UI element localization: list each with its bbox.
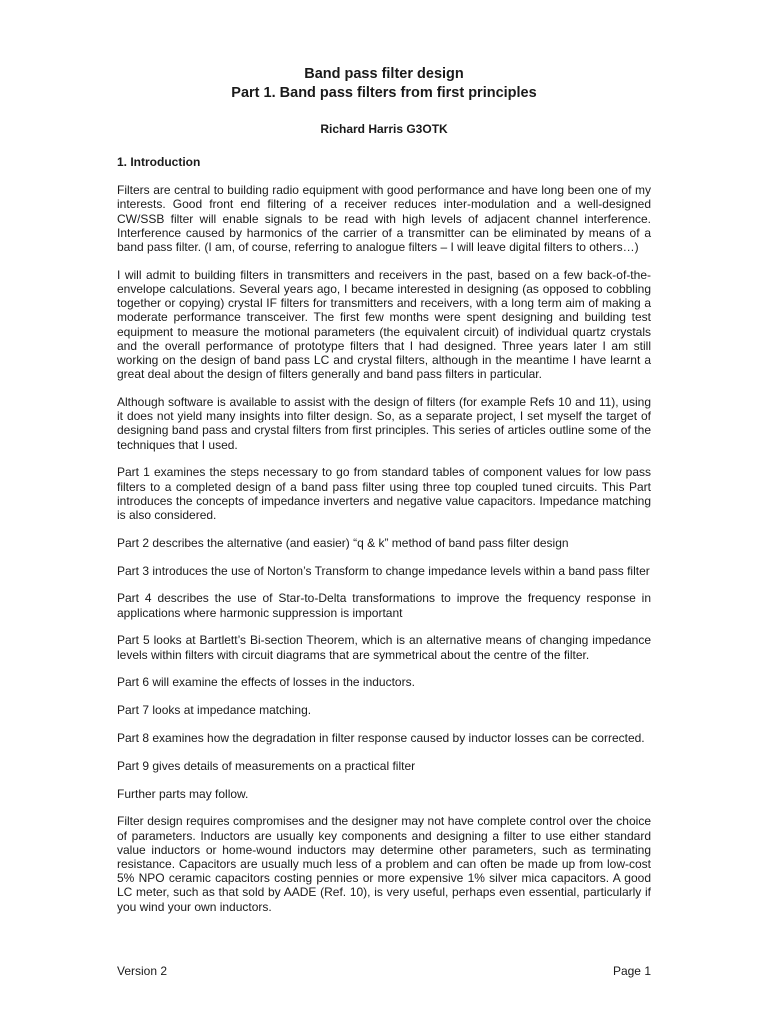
document-subtitle: Part 1. Band pass filters from first principles (231, 85, 537, 101)
paragraph-background: I will admit to building filters in transmitters and receivers in the past, based on a few back-of-the-envelope calculations. Several years ago, I became interested in designing (as opposed to cobbling together or copying) crystal IF filters for transmitters and receivers, with a long term aim of making a moderate performance transceiver. The first few months were spent designing and building test equipment to measure the motional parameters (the equivalent circuit) of individual quartz crystals and the overall performance of prototype filters that I had designed. Three years later I am still working on the design of band pass LC and crystal filters, although in the meantime I have learnt a great deal about the design of filters generally and band pass filters in particular. (117, 267, 651, 382)
document-title: Band pass filter design (304, 66, 464, 82)
paragraph-part-6: Part 6 will examine the effects of losses in the inductors. (117, 675, 415, 690)
paragraph-intro: Filters are central to building radio equipment with good performance and have long been one of my interests. Good front end filtering of a receiver reduces inter-modulation and a well-designed CW/SSB filter will enable signals to be read with high levels of adjacent channel interference. Interference caused by harmonics of the carrier of a transmitter can be eliminated by means of a band pass filter. (I am, of course, referring to analogue filters – I will leave digital filters to others…) (117, 183, 651, 255)
paragraph-part-8: Part 8 examines how the degradation in filter response caused by inductor losses can be corrected. (117, 731, 645, 746)
paragraph-part-2: Part 2 describes the alternative (and easier) “q & k” method of band pass filter design (117, 535, 569, 550)
footer-page-number: Page 1 (612, 964, 651, 978)
paragraph-software: Although software is available to assist with the design of filters (for example Refs 10 and 11), using it does not yield many insights into filter design. So, as a separate project, I set myself the target of designing band pass and crystal filters from first principles. This series of articles outline some of the techniques that I used. (117, 395, 651, 452)
paragraph-part-4: Part 4 describes the use of Star-to-Delta transformations to improve the frequency response in applications where harmonic suppression is important (117, 591, 651, 620)
section-heading: 1. Introduction (117, 155, 201, 169)
document-author: Richard Harris G3OTK (320, 122, 448, 136)
paragraph-part-9: Part 9 gives details of measurements on a practical filter (117, 758, 416, 773)
paragraph-part-7: Part 7 looks at impedance matching. (117, 703, 312, 718)
paragraph-design-compromises: Filter design requires compromises and the designer may not have complete control over the choice of parameters. Inductors are usually key components and designing a filter to use either standard value inductors or home-wound inductors may determine other parameters, such as terminating resistance. Capacitors are usually much less of a problem and can often be made up from low-cost 5% NPO ceramic capacitors costing pennies or more expensive 1% silver mica capacitors. A good LC meter, such as that sold by AADE (Ref. 10), is very useful, perhaps even essential, particularly if you wind your own inductors. (117, 814, 651, 914)
document-body (117, 155, 651, 927)
paragraph-part-1: Part 1 examines the steps necessary to go from standard tables of component values for low pass filters to a completed design of a band pass filter using three top coupled tuned circuits. This Part introduces the concepts of impedance inverters and negative value capacitors. Impedance matching is also considered. (117, 465, 651, 523)
paragraph-part-5: Part 5 looks at Bartlett’s Bi-section Theorem, which is an alternative means of changing impedance levels within filters with circuit diagrams that are symmetrical about the centre of the filter. (117, 633, 651, 662)
paragraph-part-3: Part 3 introduces the use of Norton’s Transform to change impedance levels within a band pass filter (117, 563, 650, 578)
footer-version: Version 2 (117, 964, 168, 978)
paragraph-further-parts: Further parts may follow. (117, 786, 249, 801)
